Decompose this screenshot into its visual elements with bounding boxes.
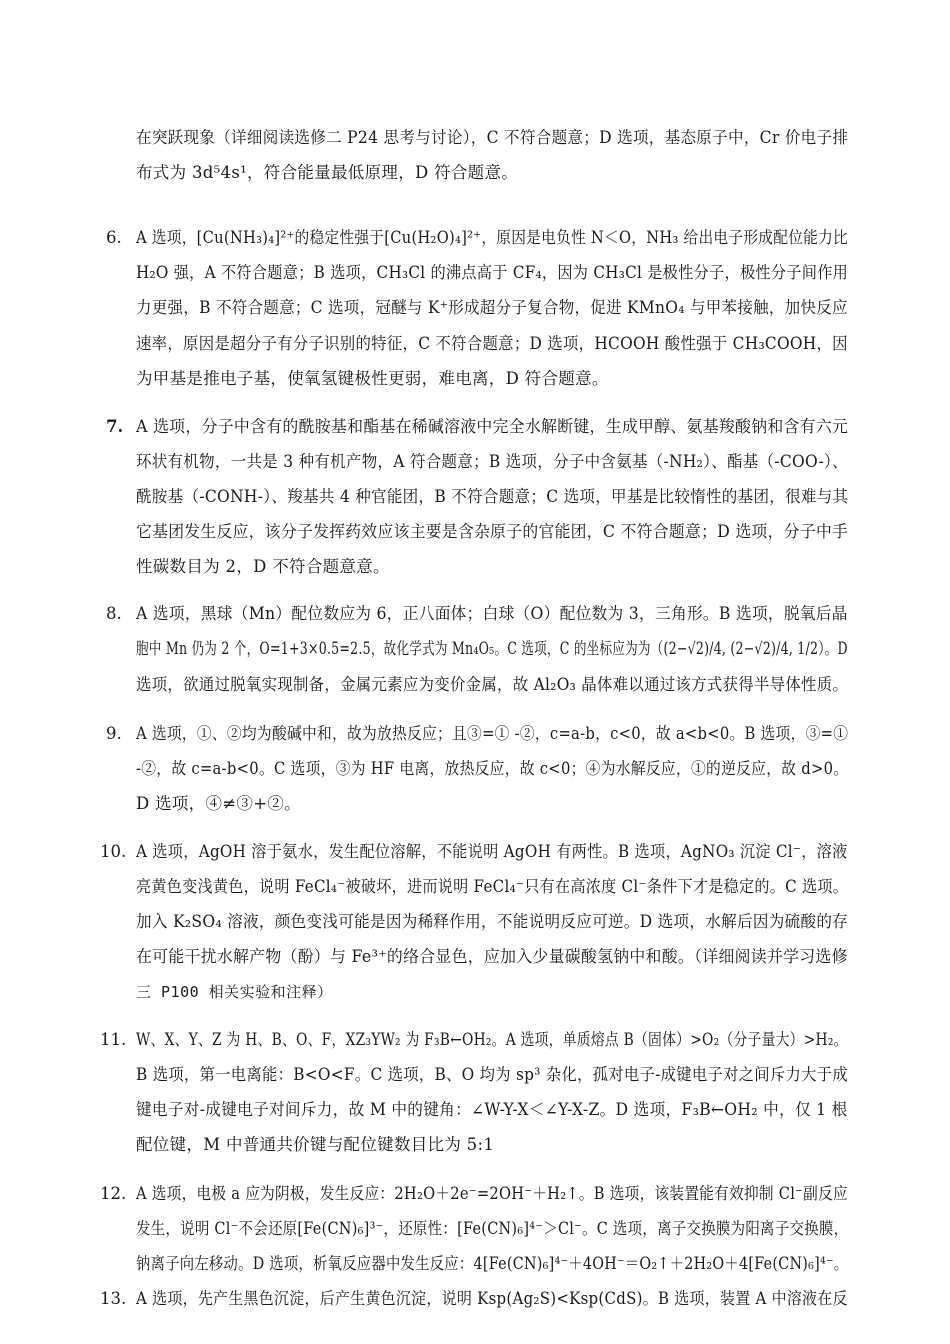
text-line: 布式为 3d⁵4s¹，符合能量最低原理，D 符合题意。	[136, 163, 519, 182]
text-line: A 选项，分子中含有的酰胺基和酯基在稀碱溶液中完全水解断键，生成甲醇、氨基羧酸钠和含有六元	[136, 417, 849, 436]
text-line: A 选项，AgOH 溶于氨水，发生配位溶解，不能说明 AgOH 有两性。B 选项，AgNO₃ 沉淀 Cl⁻，溶液	[136, 842, 848, 861]
text-line: 键电子对-成键电子对间斥力，故 M 中的键角：∠W-Y-X＜∠Y-X-Z。D 选项，F₃B←OH₂ 中，仅 1 根	[136, 1100, 848, 1119]
text-line: 速率，原因是超分子有分子识别的特征，C 不符合题意；D 选项，HCOOH 酸性强于 CH₃COOH，因	[136, 334, 848, 353]
text-line: A 选项，黑球（Mn）配位数应为 6，正八面体；白球（O）配位数为 3，三角形。B 选项，脱氧后晶	[136, 604, 848, 623]
text-line: A 选项，①、②均为酸碱中和，故为放热反应；且③=① -②，c=a-b，c<0，故 a<b<0。B 选项，③=①	[136, 724, 849, 743]
text-line: 配位键，M 中普通共价键与配位键数目比为 5:1	[136, 1135, 495, 1154]
text-line: 钠离子向左移动。D 选项，析氧反应器中发生反应：4[Fe(CN)₆]⁴⁻＋4OH⁻＝O₂↑＋2H₂O＋4[Fe(CN)₆]⁴⁻。	[136, 1254, 849, 1273]
text-line: 它基团发生反应，该分子发挥药效应该主要是含杂原子的官能团，C 不符合题意；D 选项，分子中手	[136, 522, 849, 541]
text-line: A 选项，[Cu(NH₃)₄]²⁺的稳定性强于[Cu(H₂O)₄]²⁺，原因是电负性 N＜O，NH₃ 给出电子形成配位能力比	[136, 228, 849, 247]
text-line: 发生，说明 Cl⁻不会还原[Fe(CN)₆]³⁻，还原性：[Fe(CN)₆]⁴⁻＞Cl⁻。C 选项，离子交换膜为阳离子交换膜，	[136, 1219, 849, 1238]
text-line: 环状有机物，一共是 3 种有机产物，A 符合题意；B 选项，分子中含氨基（-NH₂）、酯基（-COO-）、	[136, 452, 848, 471]
text-line: 加入 K₂SO₄ 溶液，颜色变浅可能是因为稀释作用，不能说明反应可逆。D 选项，水解后因为硫酸的存	[136, 912, 849, 931]
text-line: A 选项，电极 a 应为阴极，发生反应：2H₂O＋2e⁻=2OH⁻＋H₂↑。B 选项，该装置能有效抑制 Cl⁻副反应	[136, 1184, 848, 1203]
text-line: H₂O 强，A 不符合题意；B 选项，CH₃Cl 的沸点高于 CF₄，因为 CH₃Cl 是极性分子，极性分子间作用	[136, 263, 849, 282]
text-line: B 选项，第一电离能：B<O<F。C 选项，B、O 均为 sp³ 杂化，孤对电子-成键电子对之间斥力大于成	[136, 1065, 848, 1084]
text-line: A 选项，先产生黑色沉淀，后产生黄色沉淀，说明 Ksp(Ag₂S)<Ksp(CdS)。B 选项，装置 A 中溶液在反	[136, 1289, 848, 1308]
item-number: 8.	[106, 604, 122, 623]
item-number: 7.	[106, 417, 124, 436]
text-line: 亮黄色变浅黄色，说明 FeCl₄⁻被破坏，进而说明 FeCl₄⁻只有在高浓度 Cl⁻条件下才是稳定的。C 选项。	[136, 877, 849, 896]
text-line: 在可能干扰水解产物（酚）与 Fe³⁺的络合显色，应加入少量碳酸氢钠中和酸。（详细阅读并学习选修	[136, 947, 848, 966]
text-line: 胞中 Mn 仍为 2 个，O=1+3×0.5=2.5，故化学式为 Mn₄O₅。C 选项，C 的坐标应为为（(2−√2)/4, (2−√2)/4, 1/2）。D	[136, 639, 848, 658]
text-line: 三 P100 相关实验和注释）	[136, 983, 333, 1001]
text-line: D 选项，④≠③+②。	[136, 794, 301, 813]
text-line: 性碳数目为 2，D 不符合题意意。	[136, 557, 390, 576]
item-number: 11.	[100, 1030, 127, 1049]
text-line: W、X、Y、Z 为 H、B、O、F，XZ₃YW₂ 为 F₃B←OH₂。A 选项，单质熔点 B（固体）>O₂（分子量大）>H₂。	[136, 1030, 848, 1049]
text-line: 为甲基是推电子基，使氧氢键极性更弱，难电离，D 符合题意。	[136, 369, 609, 388]
item-number: 13.	[100, 1289, 127, 1308]
item-number: 6.	[106, 228, 122, 247]
text-line: 在突跃现象（详细阅读选修二 P24 思考与讨论），C 不符合题意；D 选项，基态原子中，Cr 价电子排	[136, 128, 849, 147]
item-number: 9.	[106, 724, 122, 743]
text-line: 力更强，B 不符合题意；C 选项，冠醚与 K⁺形成超分子复合物，促进 KMnO₄ 与甲苯接触，加快反应	[136, 298, 848, 317]
item-number: 10.	[100, 842, 127, 861]
text-line: 酰胺基（-CONH-）、羧基共 4 种官能团，B 不符合题意；C 选项，甲基是比较惰性的基团，很难与其	[136, 487, 849, 506]
text-line: -②，故 c=a-b<0。C 选项，③为 HF 电离，放热反应，故 c<0；④为水解反应，①的逆反应，故 d>0。	[136, 759, 849, 778]
text-line: 选项，欲通过脱氧实现制备，金属元素应为变价金属，故 Al₂O₃ 晶体难以通过该方式获得半导体性质。	[136, 675, 849, 694]
item-number: 12.	[100, 1184, 127, 1203]
